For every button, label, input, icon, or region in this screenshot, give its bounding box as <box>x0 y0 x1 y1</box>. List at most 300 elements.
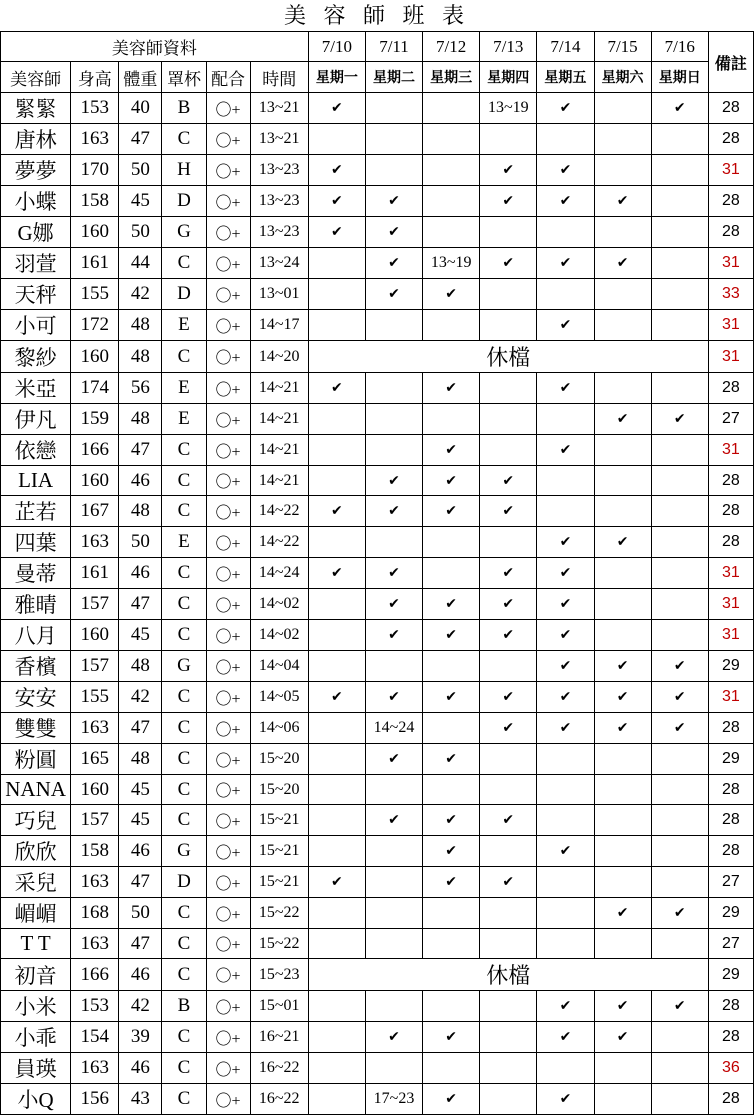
day-cell <box>594 836 651 867</box>
time-cell: 15~21 <box>250 836 308 867</box>
time-cell: 14~21 <box>250 435 308 466</box>
day-cell <box>365 466 422 496</box>
table-row <box>1 435 754 466</box>
table-row <box>1 867 754 898</box>
cup-cell: C <box>162 805 206 836</box>
weight-cell: 47 <box>119 867 162 898</box>
weight-cell: 39 <box>119 1022 162 1053</box>
check-icon: ✔ <box>445 1091 458 1107</box>
weight-cell: 50 <box>119 527 162 558</box>
cup-cell: C <box>162 1053 206 1084</box>
day-cell <box>537 496 594 527</box>
table-row <box>1 959 754 991</box>
day-cell <box>594 404 651 435</box>
day-cell <box>365 558 422 589</box>
cup-cell: D <box>162 186 206 217</box>
day-cell <box>537 527 594 558</box>
day-cell <box>365 186 422 217</box>
check-icon: ✔ <box>388 472 400 489</box>
check-icon: ✔ <box>559 380 572 396</box>
day-cell <box>365 527 422 558</box>
stylist-name: 采兒 <box>1 867 71 898</box>
day-cell <box>308 404 365 435</box>
check-icon: ✔ <box>673 689 686 705</box>
table-row <box>1 1022 754 1053</box>
day-cell <box>423 527 480 558</box>
table-row <box>1 898 754 929</box>
height-cell: 153 <box>71 93 119 124</box>
day-cell <box>594 682 651 713</box>
weight-cell: 44 <box>119 248 162 279</box>
weight-cell: 47 <box>119 589 162 620</box>
day-cell <box>594 373 651 404</box>
day-cell: 17~23 <box>365 1084 422 1115</box>
pei-cell: 〇+ <box>206 155 250 186</box>
stylist-name: 香檳 <box>1 651 71 682</box>
day-cell <box>651 589 708 620</box>
stylist-name: 曼蒂 <box>1 558 71 589</box>
day-cell <box>308 805 365 836</box>
day-cell <box>480 713 537 744</box>
day-cell <box>537 775 594 805</box>
day-cell <box>365 496 422 527</box>
check-icon: ✔ <box>559 627 572 643</box>
day-cell <box>423 124 480 155</box>
day-cell <box>594 775 651 805</box>
check-icon: ✔ <box>559 1029 572 1045</box>
weight-cell: 42 <box>119 279 162 310</box>
stylist-name: 四葉 <box>1 527 71 558</box>
note-cell: 31 <box>708 589 753 620</box>
stylist-name: 嵋嵋 <box>1 898 71 929</box>
day-cell <box>480 867 537 898</box>
day-cell <box>651 279 708 310</box>
check-icon: ✔ <box>502 472 515 489</box>
stylist-name: 夢夢 <box>1 155 71 186</box>
note-cell: 28 <box>708 186 753 217</box>
check-icon: ✔ <box>445 689 458 705</box>
day-cell <box>423 93 480 124</box>
day-cell <box>365 248 422 279</box>
day-cell <box>423 1084 480 1115</box>
check-icon: ✔ <box>445 751 458 767</box>
column-header-weight: 體重 <box>119 62 162 93</box>
day-cell <box>423 589 480 620</box>
check-icon: ✔ <box>331 565 343 581</box>
pei-cell: 〇+ <box>206 93 250 124</box>
table-row <box>1 713 754 744</box>
day-cell <box>594 991 651 1022</box>
day-cell <box>308 836 365 867</box>
stylist-name: 天秤 <box>1 279 71 310</box>
weight-cell: 48 <box>119 341 162 373</box>
pei-cell: 〇+ <box>206 805 250 836</box>
table-row <box>1 651 754 682</box>
check-icon: ✔ <box>616 411 629 427</box>
check-icon: ✔ <box>331 100 343 116</box>
stylist-name: 芷若 <box>1 496 71 527</box>
check-icon: ✔ <box>502 812 515 828</box>
weight-cell: 43 <box>119 1084 162 1115</box>
pei-cell: 〇+ <box>206 744 250 775</box>
cup-cell: B <box>162 93 206 124</box>
pei-cell: 〇+ <box>206 404 250 435</box>
cup-cell: C <box>162 898 206 929</box>
date-header: 7/12 <box>423 32 480 62</box>
day-cell <box>537 248 594 279</box>
day-cell <box>537 620 594 651</box>
check-icon: ✔ <box>388 503 400 519</box>
table-row <box>1 217 754 248</box>
height-cell: 160 <box>71 620 119 651</box>
day-cell <box>423 373 480 404</box>
note-cell: 28 <box>708 527 753 558</box>
day-cell <box>537 1022 594 1053</box>
day-cell <box>308 682 365 713</box>
table-row <box>1 466 754 496</box>
day-cell <box>651 93 708 124</box>
weight-cell: 45 <box>119 805 162 836</box>
check-icon: ✔ <box>673 905 686 921</box>
table-row <box>1 558 754 589</box>
check-icon: ✔ <box>502 596 515 612</box>
day-cell <box>594 466 651 496</box>
day-cell <box>651 867 708 898</box>
day-cell <box>537 898 594 929</box>
day-cell <box>423 466 480 496</box>
table-row <box>1 186 754 217</box>
day-cell <box>480 589 537 620</box>
column-header-height: 身高 <box>71 62 119 93</box>
day-cell <box>308 651 365 682</box>
check-icon: ✔ <box>616 905 629 921</box>
table-row <box>1 589 754 620</box>
note-cell: 28 <box>708 373 753 404</box>
note-cell: 36 <box>708 1053 753 1084</box>
stylist-name: 小可 <box>1 310 71 341</box>
check-icon: ✔ <box>502 193 515 209</box>
day-cell <box>480 155 537 186</box>
day-cell <box>308 1084 365 1115</box>
note-cell: 28 <box>708 1022 753 1053</box>
check-icon: ✔ <box>445 874 458 890</box>
check-icon: ✔ <box>673 411 686 427</box>
table-row <box>1 310 754 341</box>
day-cell <box>480 404 537 435</box>
height-cell: 161 <box>71 558 119 589</box>
pei-cell: 〇+ <box>206 435 250 466</box>
day-cell <box>651 1022 708 1053</box>
check-icon: ✔ <box>616 193 629 209</box>
day-cell <box>365 124 422 155</box>
off-duty-cell: 休檔 <box>308 959 708 991</box>
day-cell <box>423 310 480 341</box>
table-row <box>1 248 754 279</box>
time-cell: 14~06 <box>250 713 308 744</box>
day-cell <box>480 1053 537 1084</box>
note-cell: 31 <box>708 558 753 589</box>
note-cell: 31 <box>708 435 753 466</box>
check-icon: ✔ <box>559 596 572 612</box>
day-cell <box>651 1084 708 1115</box>
weight-cell: 46 <box>119 836 162 867</box>
day-cell <box>537 404 594 435</box>
day-cell <box>480 186 537 217</box>
day-cell <box>651 898 708 929</box>
day-cell <box>480 310 537 341</box>
day-cell <box>423 1053 480 1084</box>
check-icon: ✔ <box>502 255 515 271</box>
day-cell <box>423 991 480 1022</box>
weight-cell: 45 <box>119 186 162 217</box>
day-cell <box>480 929 537 959</box>
check-icon: ✔ <box>445 380 458 396</box>
stylist-name: 粉圓 <box>1 744 71 775</box>
check-icon: ✔ <box>445 812 458 828</box>
time-cell: 14~21 <box>250 466 308 496</box>
note-cell: 31 <box>708 682 753 713</box>
day-cell <box>365 682 422 713</box>
check-icon: ✔ <box>559 565 572 581</box>
day-cell <box>480 435 537 466</box>
pei-cell: 〇+ <box>206 341 250 373</box>
day-cell <box>308 589 365 620</box>
day-cell <box>594 1022 651 1053</box>
day-cell <box>365 620 422 651</box>
day-cell <box>308 124 365 155</box>
day-cell <box>423 805 480 836</box>
day-cell <box>423 217 480 248</box>
time-cell: 14~02 <box>250 620 308 651</box>
time-cell: 14~22 <box>250 496 308 527</box>
day-cell <box>537 867 594 898</box>
header-row-dates <box>1 32 754 62</box>
weight-cell: 46 <box>119 466 162 496</box>
stylist-name: T T <box>1 929 71 959</box>
cup-cell: C <box>162 124 206 155</box>
weight-cell: 50 <box>119 155 162 186</box>
time-cell: 13~23 <box>250 155 308 186</box>
day-cell <box>537 373 594 404</box>
table-row <box>1 836 754 867</box>
height-cell: 157 <box>71 805 119 836</box>
stylist-name: 唐林 <box>1 124 71 155</box>
day-cell: 13~19 <box>423 248 480 279</box>
stylist-name: 初音 <box>1 959 71 991</box>
table-row <box>1 527 754 558</box>
pei-cell: 〇+ <box>206 991 250 1022</box>
check-icon: ✔ <box>673 658 686 674</box>
day-cell <box>423 898 480 929</box>
time-cell: 16~22 <box>250 1053 308 1084</box>
check-icon: ✔ <box>445 627 458 643</box>
day-cell <box>651 373 708 404</box>
height-cell: 154 <box>71 1022 119 1053</box>
day-cell <box>365 1022 422 1053</box>
day-cell <box>308 558 365 589</box>
stylist-name: 羽萱 <box>1 248 71 279</box>
cup-cell: E <box>162 373 206 404</box>
day-cell <box>651 248 708 279</box>
day-cell <box>365 155 422 186</box>
day-cell <box>651 435 708 466</box>
day-cell <box>594 651 651 682</box>
check-icon: ✔ <box>673 998 686 1014</box>
cup-cell: E <box>162 310 206 341</box>
day-cell <box>308 1022 365 1053</box>
note-cell: 28 <box>708 124 753 155</box>
day-cell <box>423 929 480 959</box>
table-row <box>1 124 754 155</box>
height-cell: 160 <box>71 466 119 496</box>
day-cell <box>651 310 708 341</box>
day-cell <box>594 310 651 341</box>
height-cell: 160 <box>71 775 119 805</box>
day-cell <box>651 558 708 589</box>
day-cell <box>308 155 365 186</box>
day-cell <box>594 155 651 186</box>
time-cell: 14~17 <box>250 310 308 341</box>
day-cell <box>423 867 480 898</box>
time-cell: 14~20 <box>250 341 308 373</box>
pei-cell: 〇+ <box>206 310 250 341</box>
day-cell <box>365 404 422 435</box>
cup-cell: E <box>162 527 206 558</box>
pei-cell: 〇+ <box>206 217 250 248</box>
table-row <box>1 775 754 805</box>
stylist-name: 巧兒 <box>1 805 71 836</box>
day-cell <box>480 1022 537 1053</box>
day-cell <box>365 435 422 466</box>
page-title: 美 容 師 班 表 <box>283 3 470 28</box>
check-icon: ✔ <box>445 442 458 458</box>
height-cell: 168 <box>71 898 119 929</box>
note-cell: 33 <box>708 279 753 310</box>
day-cell <box>480 124 537 155</box>
day-cell <box>365 217 422 248</box>
table-row <box>1 279 754 310</box>
check-icon: ✔ <box>388 751 400 767</box>
day-cell <box>480 466 537 496</box>
height-cell: 163 <box>71 867 119 898</box>
off-duty-cell: 休檔 <box>308 341 708 373</box>
check-icon: ✔ <box>559 162 572 178</box>
time-cell: 16~22 <box>250 1084 308 1115</box>
time-cell: 16~21 <box>250 1022 308 1053</box>
note-cell: 27 <box>708 929 753 959</box>
time-cell: 14~21 <box>250 373 308 404</box>
day-cell <box>365 279 422 310</box>
pei-cell: 〇+ <box>206 589 250 620</box>
time-cell: 13~21 <box>250 93 308 124</box>
day-cell <box>651 836 708 867</box>
stylist-name: 緊緊 <box>1 93 71 124</box>
note-cell: 27 <box>708 404 753 435</box>
date-header: 7/15 <box>594 32 651 62</box>
height-cell: 155 <box>71 279 119 310</box>
note-cell: 29 <box>708 898 753 929</box>
time-cell: 15~20 <box>250 744 308 775</box>
height-cell: 157 <box>71 651 119 682</box>
day-cell <box>651 651 708 682</box>
note-cell: 29 <box>708 651 753 682</box>
cup-cell: E <box>162 404 206 435</box>
day-cell <box>365 1053 422 1084</box>
day-cell <box>308 775 365 805</box>
date-header: 7/11 <box>365 32 422 62</box>
height-cell: 163 <box>71 527 119 558</box>
day-cell: 13~19 <box>480 93 537 124</box>
pei-cell: 〇+ <box>206 373 250 404</box>
pei-cell: 〇+ <box>206 496 250 527</box>
pei-cell: 〇+ <box>206 929 250 959</box>
day-cell <box>651 404 708 435</box>
note-cell: 28 <box>708 805 753 836</box>
day-cell <box>480 744 537 775</box>
weight-cell: 45 <box>119 775 162 805</box>
day-cell <box>594 124 651 155</box>
height-cell: 166 <box>71 435 119 466</box>
table-row <box>1 805 754 836</box>
day-cell <box>423 651 480 682</box>
check-icon: ✔ <box>559 193 572 209</box>
pei-cell: 〇+ <box>206 124 250 155</box>
table-row <box>1 620 754 651</box>
schedule-table <box>0 31 754 1115</box>
note-cell: 28 <box>708 496 753 527</box>
note-cell: 28 <box>708 466 753 496</box>
weekday-header: 星期三 <box>423 62 480 93</box>
stylist-name: 依戀 <box>1 435 71 466</box>
pei-cell: 〇+ <box>206 558 250 589</box>
table-row <box>1 1053 754 1084</box>
note-cell: 28 <box>708 1084 753 1115</box>
day-cell <box>365 373 422 404</box>
weight-cell: 47 <box>119 713 162 744</box>
check-icon: ✔ <box>616 998 629 1014</box>
cup-cell: C <box>162 929 206 959</box>
pei-cell: 〇+ <box>206 527 250 558</box>
check-icon: ✔ <box>616 1029 629 1045</box>
check-icon: ✔ <box>331 193 343 209</box>
weight-cell: 48 <box>119 744 162 775</box>
height-cell: 163 <box>71 929 119 959</box>
day-cell <box>423 713 480 744</box>
note-cell: 31 <box>708 620 753 651</box>
day-cell <box>423 744 480 775</box>
weight-cell: 48 <box>119 651 162 682</box>
cup-cell: G <box>162 651 206 682</box>
check-icon: ✔ <box>331 503 343 519</box>
height-cell: 163 <box>71 1053 119 1084</box>
day-cell <box>480 217 537 248</box>
note-cell: 28 <box>708 836 753 867</box>
column-header-cup: 罩杯 <box>162 62 206 93</box>
note-cell: 31 <box>708 248 753 279</box>
height-cell: 157 <box>71 589 119 620</box>
note-cell: 28 <box>708 775 753 805</box>
pei-cell: 〇+ <box>206 466 250 496</box>
check-icon: ✔ <box>331 689 343 705</box>
day-cell <box>308 991 365 1022</box>
day-cell <box>480 558 537 589</box>
day-cell <box>651 929 708 959</box>
day-cell <box>365 651 422 682</box>
check-icon: ✔ <box>559 255 572 271</box>
height-cell: 155 <box>71 682 119 713</box>
day-cell <box>594 620 651 651</box>
time-cell: 13~23 <box>250 217 308 248</box>
